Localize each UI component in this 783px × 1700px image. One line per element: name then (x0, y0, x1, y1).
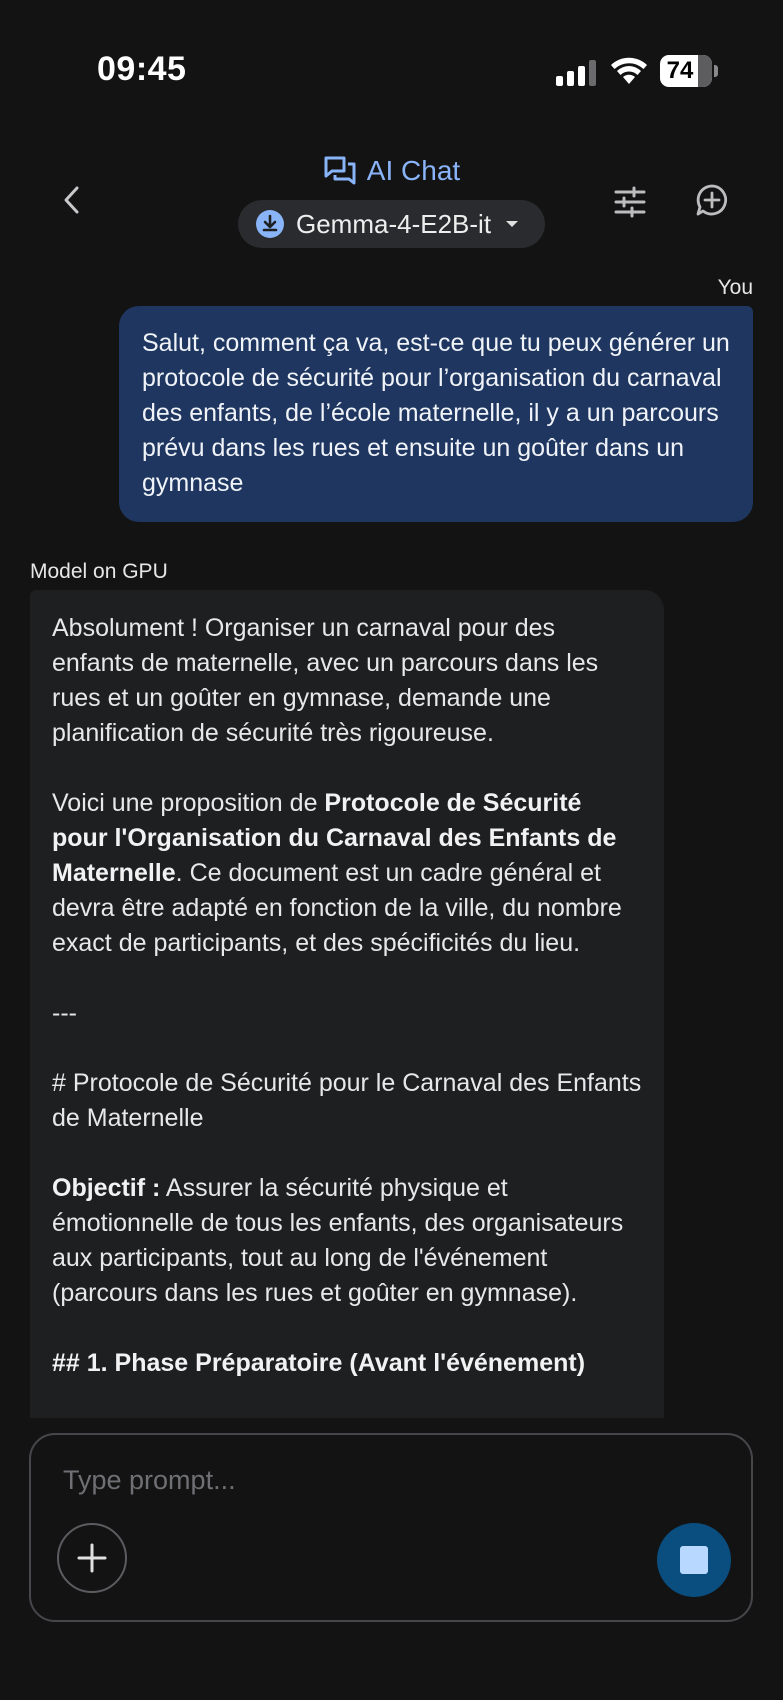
add-attachment-button[interactable] (57, 1523, 127, 1593)
prompt-box (29, 1433, 753, 1622)
model-name: Gemma-4-E2B-it (296, 208, 492, 239)
app-title (0, 154, 783, 188)
model-bold-text: Objectif : (52, 1174, 161, 1202)
model-paragraph-intro: Absolument ! Organiser un carnaval pour des enfants de maternelle, avec un parcours dans les rues et un goûter en gymnase, demande une planification de sécurité très rigoureuse. (52, 614, 599, 747)
model-paragraph-proposal (52, 786, 642, 961)
model-text: Assurer la sécurité physique et émotionnelle de tous les enfants, des organisateurs aux participants, tout au long de l'événement (parcours dans les rues et goûter en gymnase). (52, 1174, 624, 1307)
model-separator: --- (52, 999, 77, 1027)
model-label: Model on GPU (30, 560, 168, 583)
new-chat-icon[interactable] (694, 182, 730, 218)
plus-icon (75, 1541, 109, 1575)
stop-generation-button[interactable] (657, 1523, 731, 1597)
model-selector[interactable] (238, 200, 545, 248)
chat-bubbles-icon (323, 154, 357, 188)
download-icon (256, 210, 284, 238)
model-paragraph-objective (52, 1171, 642, 1311)
status-bar (0, 0, 783, 110)
model-text: . Ce document est un cadre général et devra être adapté en fonction de la ville, du nombre exact de participants, et des spécificités du lieu. (52, 859, 622, 957)
user-label: You (717, 276, 753, 299)
stop-icon (680, 1546, 708, 1574)
battery-icon (660, 55, 718, 87)
model-bold-text: ## 1. Phase Préparatoire (Avant l'événement) (52, 1349, 586, 1377)
prompt-input[interactable] (61, 1459, 625, 1501)
model-text: Voici une proposition de (52, 789, 325, 817)
user-message-bubble (119, 306, 753, 522)
app-title-text: AI Chat (366, 155, 461, 186)
wifi-icon (610, 56, 648, 86)
model-heading: # Protocole de Sécurité pour le Carnaval des Enfants de Maternelle (52, 1069, 642, 1132)
status-time: 09:45 (97, 50, 187, 88)
tune-sliders-icon[interactable] (612, 184, 648, 220)
battery-level: 74 (666, 57, 694, 84)
app-header (0, 140, 783, 260)
back-chevron-icon (62, 185, 80, 215)
cellular-signal-icon (556, 60, 598, 86)
user-message-text: Salut, comment ça va, est-ce que tu peux générer un protocole de sécurité pour l’organisation du carnaval des enfants, de l’école maternelle, il y a un parcours prévu dans les rues et ensuite un goûter dans un gymnase (142, 329, 730, 497)
model-paragraph-partial (52, 1346, 642, 1381)
model-message-bubble (30, 590, 664, 1418)
model-bold-text: Protocole de Sécurité pour l'Organisation du Carnaval des Enfants de Maternelle (52, 789, 617, 887)
caret-down-icon (505, 219, 519, 229)
